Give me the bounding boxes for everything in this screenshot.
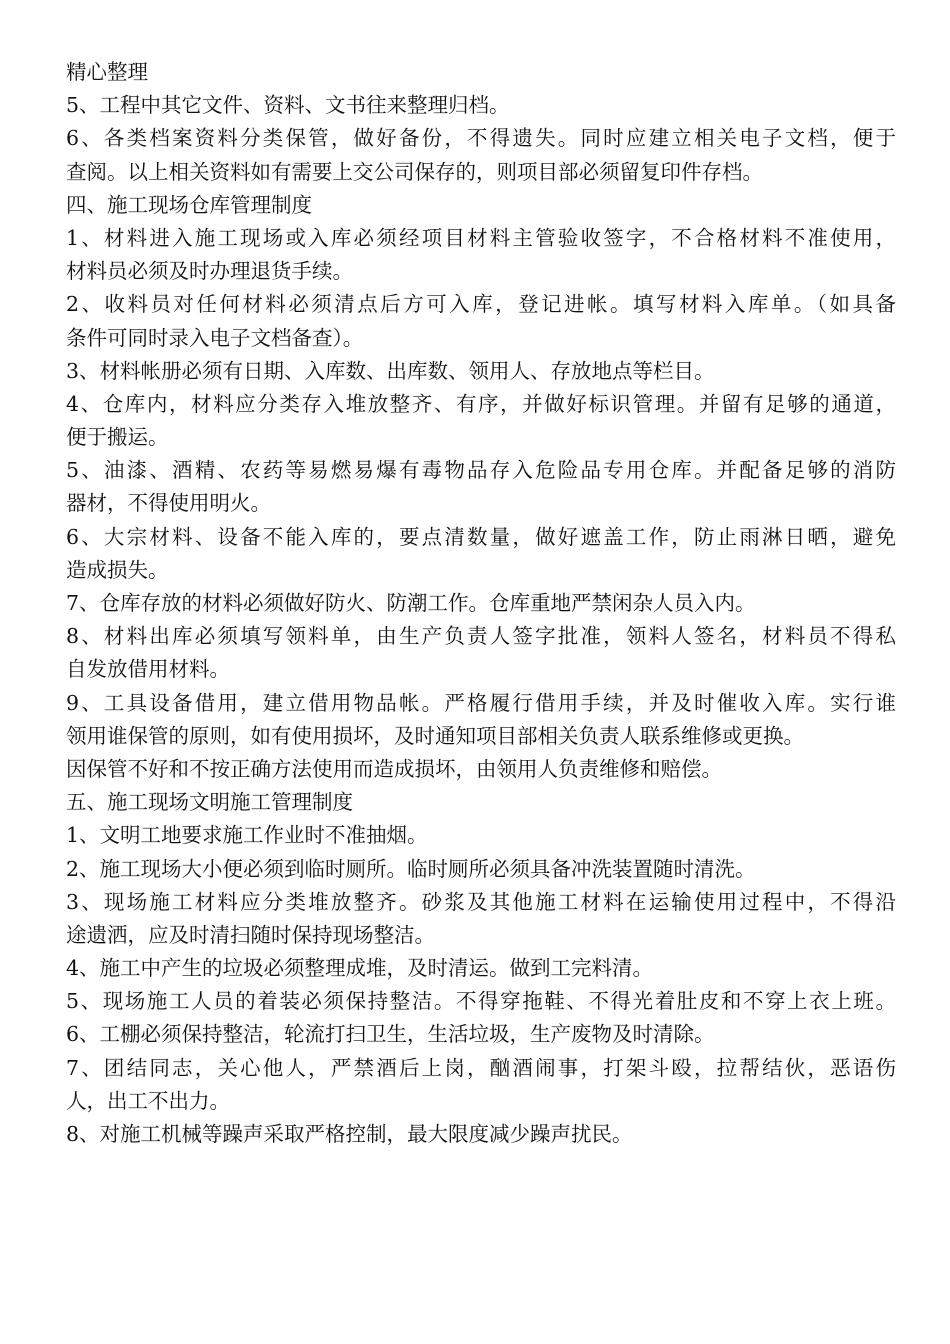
text-line: 材料员必须及时办理退货手续。 — [66, 259, 353, 284]
text-line: 条件可同时录入电子文档备查）。 — [66, 325, 364, 350]
text-line: 7、仓库存放的材料必须做好防火、防潮工作。仓库重地严禁闲杂人员入内。 — [66, 591, 756, 615]
text-line: 8、材料出库必须填写领料单，由生产负责人签字批准，领料人签名，材料员不得私 — [66, 624, 896, 649]
text-line: 器材，不得使用明火。 — [66, 491, 271, 516]
text-line: 人，出工不出力。 — [66, 1088, 230, 1113]
text-line: 8、对施工机械等躁声采取严格控制，最大限度减少躁声扰民。 — [66, 1122, 633, 1146]
text-line: 四、施工现场仓库管理制度 — [66, 192, 312, 217]
document-body — [66, 56, 896, 1151]
text-line: 造成损失。 — [66, 557, 169, 582]
text-line: 自发放借用材料。 — [66, 657, 230, 682]
text-line: 途遗洒，应及时清扫随时保持现场整洁。 — [66, 922, 435, 947]
text-line: 6、大宗材料、设备不能入库的，要点清数量，做好遮盖工作，防止雨淋日晒，避免 — [66, 524, 896, 549]
text-line: 5、工程中其它文件、资料、文书往来整理归档。 — [66, 93, 510, 118]
text-line: 精心整理 — [66, 60, 148, 84]
text-line: 查阅。以上相关资料如有需要上交公司保存的，则项目部必须留复印件存档。 — [66, 159, 763, 184]
text-line: 3、材料帐册必须有日期、入库数、出库数、领用人、存放地点等栏目。 — [66, 358, 715, 383]
text-line: 五、施工现场文明施工管理制度 — [66, 790, 353, 815]
text-line: 3、现场施工材料应分类堆放整齐。砂浆及其他施工材料在运输使用过程中，不得沿 — [66, 889, 896, 914]
text-line: 9、工具设备借用，建立借用物品帐。严格履行借用手续，并及时催收入库。实行谁 — [66, 690, 896, 715]
text-line: 因保管不好和不按正确方法使用而造成损坏，由领用人负责维修和赔偿。 — [66, 756, 722, 781]
text-line: 6、工棚必须保持整洁，轮流打扫卫生，生活垃圾，生产废物及时清除。 — [66, 1022, 715, 1047]
text-line: 1、材料进入施工现场或入库必须经项目材料主管验收签字，不合格材料不准使用， — [66, 225, 896, 250]
text-line: 1、文明工地要求施工作业时不准抽烟。 — [66, 823, 428, 848]
text-line: 4、仓库内，材料应分类存入堆放整齐、有序，并做好标识管理。并留有足够的通道， — [66, 391, 896, 416]
text-line: 2、施工现场大小便必须到临时厕所。临时厕所必须具备冲洗装置随时清洗。 — [66, 856, 756, 881]
text-line: 5、油漆、酒精、农药等易燃易爆有毒物品存入危险品专用仓库。并配备足够的消防 — [66, 458, 896, 483]
text-line: 便于搬运。 — [66, 425, 169, 450]
text-line: 4、施工中产生的垃圾必须整理成堆，及时清运。做到工完料清。 — [66, 956, 654, 981]
text-line: 6、各类档案资料分类保管，做好备份，不得遗失。同时应建立相关电子文档，便于 — [66, 126, 896, 151]
text-line: 领用谁保管的原则，如有使用损坏，及时通知项目部相关负责人联系维修或更换。 — [66, 723, 804, 748]
text-line: 7、团结同志，关心他人，严禁酒后上岗，酗酒闹事，打架斗殴，拉帮结伙，恶语伤 — [66, 1055, 896, 1080]
text-line: 2、收料员对任何材料必须清点后方可入库，登记进帐。填写材料入库单。（如具备 — [66, 292, 896, 317]
text-line: 5、现场施工人员的着装必须保持整洁。不得穿拖鞋、不得光着肚皮和不穿上衣上班。 — [66, 989, 896, 1014]
